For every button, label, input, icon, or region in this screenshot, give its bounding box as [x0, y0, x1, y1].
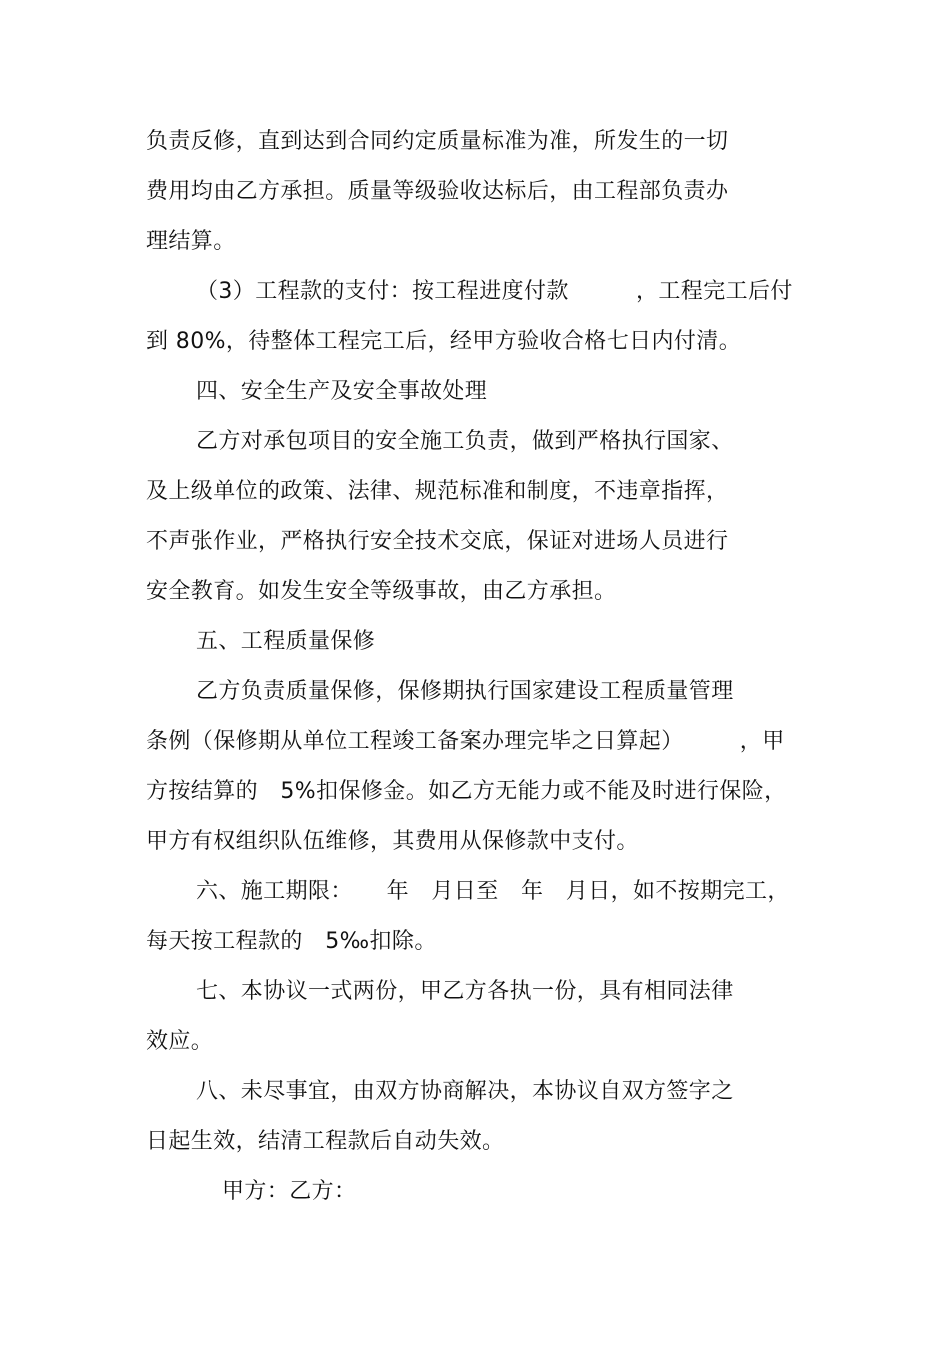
paragraph-line: 六、施工期限： 年 月日至 年 月日，如不按期完工，	[196, 879, 790, 904]
paragraph-line: 负责反修，直到达到合同约定质量标准为准，所发生的一切	[146, 129, 729, 154]
paragraph-line: 效应。	[146, 1029, 214, 1054]
paragraph-line: （3）工程款的支付：按工程进度付款 ，工程完工后付	[196, 279, 793, 304]
paragraph-line: 不声张作业，严格执行安全技术交底，保证对进场人员进行	[146, 529, 729, 554]
paragraph-line: 方按结算的 5%扣保修金。如乙方无能力或不能及时进行保险，	[146, 779, 787, 804]
paragraph-line: 安全教育。如发生安全等级事故，由乙方承担。	[146, 579, 617, 604]
paragraph-line: 乙方对承包项目的安全施工负责，做到严格执行国家、	[196, 429, 734, 454]
paragraph-line: 费用均由乙方承担。质量等级验收达标后，由工程部负责办	[146, 179, 729, 204]
paragraph-line: 每天按工程款的 5‰扣除。	[146, 929, 437, 954]
paragraph-line: 理结算。	[146, 229, 236, 254]
paragraph-line: 条例（保修期从单位工程竣工备案办理完毕之日算起） ，甲	[146, 729, 785, 754]
paragraph-line: 八、未尽事宜，由双方协商解决，本协议自双方签字之	[196, 1079, 734, 1104]
paragraph-line: 乙方负责质量保修，保修期执行国家建设工程质量管理	[196, 679, 734, 704]
section-heading: 四、安全生产及安全事故处理	[196, 379, 488, 404]
paragraph-line: 七、本协议一式两份，甲乙方各执一份，具有相同法律	[196, 979, 734, 1004]
paragraph-line: 及上级单位的政策、法律、规范标准和制度，不违章指挥，	[146, 479, 729, 504]
paragraph-line: 甲方有权组织队伍维修，其费用从保修款中支付。	[146, 829, 639, 854]
signature-line: 甲方：乙方：	[222, 1179, 357, 1204]
section-heading: 五、工程质量保修	[196, 629, 376, 654]
paragraph-line: 日起生效，结清工程款后自动失效。	[146, 1129, 505, 1154]
paragraph-line: 到 80%，待整体工程完工后，经甲方验收合格七日内付清。	[146, 329, 742, 354]
